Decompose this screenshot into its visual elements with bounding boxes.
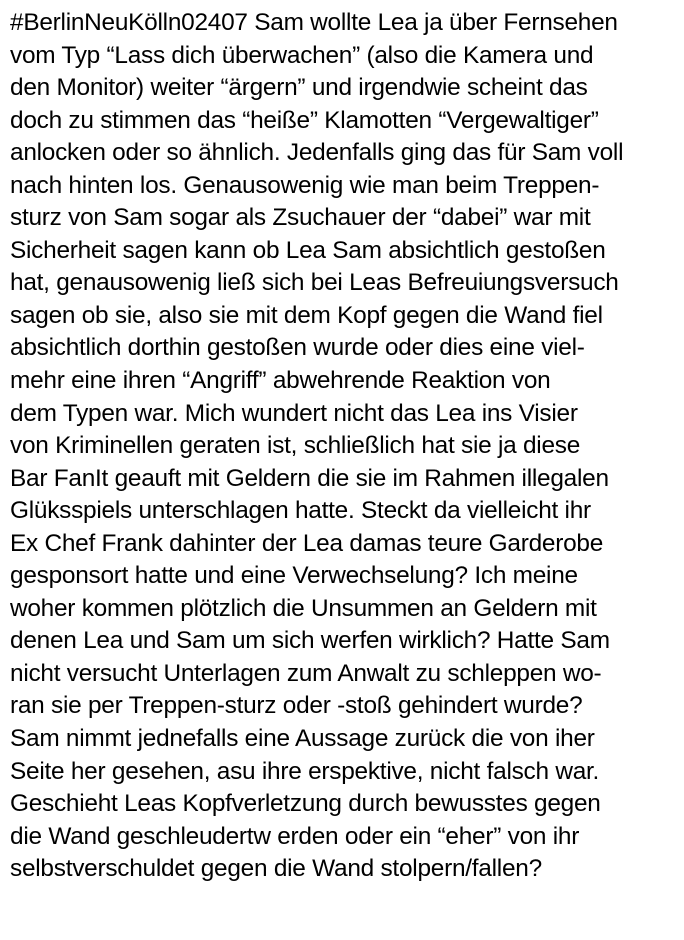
text-line: selbstverschuldet gegen die Wand stolpern/fallen? xyxy=(10,855,542,883)
text-line: nicht versucht Unterlagen zum Anwalt zu schleppen wo- xyxy=(10,659,602,687)
text-line: Sam nimmt jednefalls eine Aussage zurück die von iher xyxy=(10,725,595,753)
text-line: Ex Chef Frank dahinter der Lea damas teure Garderobe xyxy=(10,529,604,557)
text-line: Sicherheit sagen kann ob Lea Sam absichtlich gestoßen xyxy=(10,236,606,264)
text-line: denen Lea und Sam um sich werfen wirklich? Hatte Sam xyxy=(10,627,610,655)
text-line: nach hinten los. Genausowenig wie man beim Treppen- xyxy=(10,171,600,199)
text-line: #BerlinNeuKölln02407 Sam wollte Lea ja über Fernsehen xyxy=(10,9,618,36)
text-line: anlocken oder so ähnlich. Jedenfalls ging das für Sam voll xyxy=(10,139,624,167)
text-line: mehr eine ihren “Angriff” abwehrende Reaktion von xyxy=(10,367,551,395)
text-line: woher kommen plötzlich die Unsummen an Geldern mit xyxy=(10,594,597,622)
text-line: Bar FanIt geauft mit Geldern die sie im Rahmen illegalen xyxy=(10,464,609,492)
text-line: Glüksspiels unterschlagen hatte. Steckt da vielleicht ihr xyxy=(10,497,591,525)
text-line: von Kriminellen geraten ist, schließlich hat sie ja diese xyxy=(10,432,581,460)
text-line: gesponsort hatte und eine Verwechselung? Ich meine xyxy=(10,562,578,590)
text-line: den Monitor) weiter “ärgern” und irgendwie scheint das xyxy=(10,74,588,102)
text-line: vom Typ “Lass dich überwachen” (also die Kamera und xyxy=(10,41,594,69)
text-line: ran sie per Treppen-sturz oder -stoß gehindert wurde? xyxy=(10,692,583,720)
text-line: absichtlich dorthin gestoßen wurde oder dies eine viel- xyxy=(10,334,585,362)
text-line: doch zu stimmen das “heiße” Klamotten “Vergewaltiger” xyxy=(10,106,599,134)
text-line: hat, genausowenig ließ sich bei Leas Befreuiungsversuch xyxy=(10,269,619,297)
text-line: Geschieht Leas Kopfverletzung durch bewusstes gegen xyxy=(10,790,601,818)
text-line: dem Typen war. Mich wundert nicht das Lea ins Visier xyxy=(10,399,578,427)
text-line: Seite her gesehen, asu ihre erspektive, nicht falsch war. xyxy=(10,757,600,785)
document-page xyxy=(10,7,682,886)
text-line: die Wand geschleudertw erden oder ein “eher” von ihr xyxy=(10,822,580,850)
text-line: sagen ob sie, also sie mit dem Kopf gegen die Wand fiel xyxy=(10,301,603,329)
text-line: sturz von Sam sogar als Zsuchauer der “dabei” war mit xyxy=(10,204,591,232)
